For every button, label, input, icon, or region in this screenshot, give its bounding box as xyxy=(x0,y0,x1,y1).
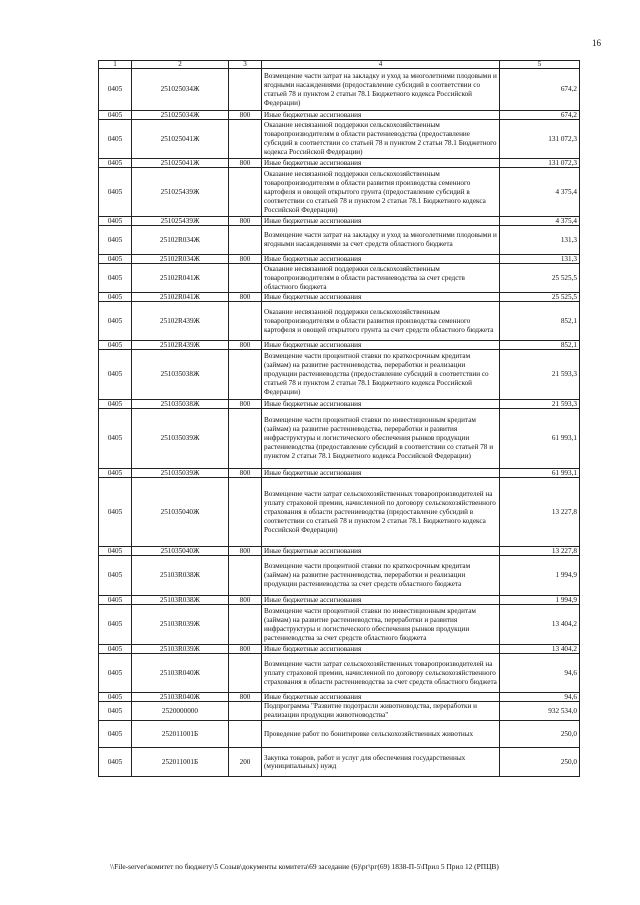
table-row xyxy=(99,264,580,293)
cell-c2: 251025041Ж xyxy=(132,120,229,159)
cell-c2: 251035038Ж xyxy=(132,350,229,400)
cell-c5: 4 375,4 xyxy=(500,217,580,226)
cell-c1: 0405 xyxy=(99,217,132,226)
table-row xyxy=(99,111,580,120)
cell-c2: 251025439Ж xyxy=(132,168,229,217)
cell-c2: 25102R034Ж xyxy=(132,255,229,264)
cell-c4: Иные бюджетные ассигнования xyxy=(262,469,500,478)
table-row xyxy=(99,255,580,264)
cell-c2: 251025034Ж xyxy=(132,111,229,120)
cell-c3 xyxy=(229,168,262,217)
table-row xyxy=(99,226,580,255)
cell-c5: 21 593,3 xyxy=(500,350,580,400)
cell-c3 xyxy=(229,350,262,400)
table-row xyxy=(99,120,580,159)
cell-c4: Проведение работ по бонитировке сельскохозяйственных животных xyxy=(262,721,500,748)
table-row xyxy=(99,217,580,226)
table-row xyxy=(99,645,580,654)
cell-c4: Возмещение части процентной ставки по инвестиционным кредитам (займам) на развитие растениеводства, переработки и развития инфраструктуры и логистического обеспечения рынков продукции растениеводства (предоставление субсидий в соответствии со статьей 78 и пунктом 2 статьи 78.1 Бюджетного кодекса Российской Федерации) xyxy=(262,409,500,469)
cell-c5: 21 593,3 xyxy=(500,400,580,409)
cell-c4: Оказание несвязанной поддержки сельскохозяйственным товаропроизводителям в области развития производства семенного картофеля и овощей открытого грунта (предоставление субсидий в соответствии со статьей 78 и пунктом 2 статьи 78.1 Бюджетного кодекса Российской Федерации) xyxy=(262,168,500,217)
table-row xyxy=(99,400,580,409)
cell-c1: 0405 xyxy=(99,293,132,302)
cell-c4: Иные бюджетные ассигнования xyxy=(262,159,500,168)
cell-c2: 25102R034Ж xyxy=(132,226,229,255)
cell-c3: 800 xyxy=(229,400,262,409)
cell-c3: 800 xyxy=(229,547,262,556)
cell-c5: 131 072,3 xyxy=(500,120,580,159)
cell-c4: Возмещение части процентной ставки по инвестиционным кредитам (займам) на развитие растениеводства, переработки и развития инфраструктуры и логистического обеспечения рынков продукции растениеводства за счет средств областного бюджета xyxy=(262,605,500,645)
cell-c4: Иные бюджетные ассигнования xyxy=(262,111,500,120)
cell-c1: 0405 xyxy=(99,168,132,217)
table-row xyxy=(99,547,580,556)
cell-c2: 25103R040Ж xyxy=(132,693,229,702)
table-row xyxy=(99,159,580,168)
cell-c1: 0405 xyxy=(99,596,132,605)
cell-c1: 0405 xyxy=(99,302,132,341)
cell-c1: 0405 xyxy=(99,409,132,469)
cell-c3 xyxy=(229,702,262,721)
cell-c3: 800 xyxy=(229,159,262,168)
cell-c2: 251025439Ж xyxy=(132,217,229,226)
cell-c5: 852,1 xyxy=(500,341,580,350)
cell-c1: 0405 xyxy=(99,721,132,748)
cell-c3 xyxy=(229,409,262,469)
cell-c5: 131 072,3 xyxy=(500,159,580,168)
cell-c2: 251025041Ж xyxy=(132,159,229,168)
table-row xyxy=(99,693,580,702)
cell-c1: 0405 xyxy=(99,264,132,293)
cell-c3: 800 xyxy=(229,293,262,302)
header-col-1: 1 xyxy=(99,61,132,69)
cell-c1: 0405 xyxy=(99,556,132,596)
table-row xyxy=(99,702,580,721)
cell-c3: 800 xyxy=(229,469,262,478)
cell-c2: 251035040Ж xyxy=(132,478,229,547)
cell-c2: 25102R439Ж xyxy=(132,302,229,341)
cell-c5: 13 227,8 xyxy=(500,547,580,556)
cell-c4: Оказание несвязанной поддержки сельскохозяйственным товаропроизводителям в области растениеводства (предоставление субсидий в соответствии со статьей 78 и пунктом 2 статьи 78.1 Бюджетного кодекса Российской Федерации) xyxy=(262,120,500,159)
cell-c4: Возмещение части затрат на закладку и уход за многолетними плодовыми и ягодными насаждениями за счет средств областного бюджета xyxy=(262,226,500,255)
cell-c2: 2520000000 xyxy=(132,702,229,721)
cell-c2: 251025034Ж xyxy=(132,69,229,111)
cell-c4: Иные бюджетные ассигнования xyxy=(262,693,500,702)
table-row xyxy=(99,168,580,217)
cell-c2: 251035039Ж xyxy=(132,409,229,469)
cell-c1: 0405 xyxy=(99,478,132,547)
cell-c4: Иные бюджетные ассигнования xyxy=(262,293,500,302)
header-col-4: 4 xyxy=(262,61,500,69)
cell-c5: 250,0 xyxy=(500,748,580,777)
cell-c3 xyxy=(229,226,262,255)
cell-c2: 251035039Ж xyxy=(132,469,229,478)
cell-c3: 200 xyxy=(229,748,262,777)
cell-c5: 61 993,1 xyxy=(500,469,580,478)
cell-c1: 0405 xyxy=(99,350,132,400)
cell-c2: 251035038Ж xyxy=(132,400,229,409)
cell-c3 xyxy=(229,654,262,693)
table-row xyxy=(99,556,580,596)
cell-c1: 0405 xyxy=(99,645,132,654)
cell-c2: 25102R439Ж xyxy=(132,341,229,350)
cell-c4: Иные бюджетные ассигнования xyxy=(262,596,500,605)
cell-c1: 0405 xyxy=(99,226,132,255)
cell-c4: Иные бюджетные ассигнования xyxy=(262,341,500,350)
table-row xyxy=(99,478,580,547)
cell-c3: 800 xyxy=(229,255,262,264)
cell-c4: Иные бюджетные ассигнования xyxy=(262,400,500,409)
table-row xyxy=(99,350,580,400)
table-row xyxy=(99,469,580,478)
cell-c1: 0405 xyxy=(99,400,132,409)
cell-c2: 252011001Б xyxy=(132,748,229,777)
cell-c4: Подпрограмма "Развитие подотрасли животноводства, переработки и реализации продукции животноводства" xyxy=(262,702,500,721)
cell-c2: 25103R038Ж xyxy=(132,596,229,605)
table-row xyxy=(99,409,580,469)
cell-c5: 674,2 xyxy=(500,69,580,111)
cell-c1: 0405 xyxy=(99,111,132,120)
cell-c4: Иные бюджетные ассигнования xyxy=(262,217,500,226)
cell-c3 xyxy=(229,69,262,111)
cell-c5: 61 993,1 xyxy=(500,409,580,469)
cell-c1: 0405 xyxy=(99,605,132,645)
cell-c1: 0405 xyxy=(99,748,132,777)
header-col-2: 2 xyxy=(132,61,229,69)
cell-c5: 25 525,5 xyxy=(500,293,580,302)
cell-c4: Возмещение части процентной ставки по краткосрочным кредитам (займам) на развитие растениеводства, переработки и реализации продукции растениеводства за счет средств областного бюджета xyxy=(262,556,500,596)
cell-c1: 0405 xyxy=(99,693,132,702)
cell-c2: 25102R041Ж xyxy=(132,293,229,302)
cell-c3: 800 xyxy=(229,645,262,654)
table-row xyxy=(99,596,580,605)
cell-c1: 0405 xyxy=(99,255,132,264)
cell-c1: 0405 xyxy=(99,159,132,168)
cell-c1: 0405 xyxy=(99,654,132,693)
cell-c3 xyxy=(229,605,262,645)
cell-c4: Возмещение части процентной ставки по краткосрочным кредитам (займам) на развитие растениеводства, переработки и реализации продукции растениеводства (предоставление субсидий в соответствии со статьей 78 и пунктом 2 статьи 78.1 Бюджетного кодекса Российской Федерации) xyxy=(262,350,500,400)
cell-c1: 0405 xyxy=(99,120,132,159)
cell-c3: 800 xyxy=(229,217,262,226)
cell-c4: Иные бюджетные ассигнования xyxy=(262,645,500,654)
cell-c2: 25103R040Ж xyxy=(132,654,229,693)
cell-c1: 0405 xyxy=(99,547,132,556)
cell-c3: 800 xyxy=(229,596,262,605)
cell-c3 xyxy=(229,556,262,596)
cell-c3 xyxy=(229,478,262,547)
cell-c5: 4 375,4 xyxy=(500,168,580,217)
cell-c1: 0405 xyxy=(99,469,132,478)
cell-c5: 131,3 xyxy=(500,255,580,264)
cell-c5: 94,6 xyxy=(500,693,580,702)
cell-c4: Иные бюджетные ассигнования xyxy=(262,255,500,264)
cell-c3: 800 xyxy=(229,693,262,702)
cell-c3: 800 xyxy=(229,341,262,350)
file-path-footer: \\File-server\комитет по бюджету\5 Созыв\документы комитета\69 заседание (6)\рг\рг(69) 1838-П-5\Прил 5 Прил 12 (РПЦВ) xyxy=(110,862,499,871)
cell-c5: 852,1 xyxy=(500,302,580,341)
cell-c1: 0405 xyxy=(99,702,132,721)
header-col-5: 5 xyxy=(500,61,580,69)
cell-c2: 25102R041Ж xyxy=(132,264,229,293)
table-row xyxy=(99,341,580,350)
cell-c5: 13 227,8 xyxy=(500,478,580,547)
cell-c2: 25103R039Ж xyxy=(132,605,229,645)
cell-c1: 0405 xyxy=(99,69,132,111)
budget-table xyxy=(98,60,580,777)
header-col-3: 3 xyxy=(229,61,262,69)
table-header-row xyxy=(99,61,580,69)
page-number: 16 xyxy=(592,38,601,48)
cell-c4: Оказание несвязанной поддержки сельскохозяйственным товаропроизводителям в области развития производства семенного картофеля и овощей открытого грунта за счет средств областного бюджета xyxy=(262,302,500,341)
table-row xyxy=(99,721,580,748)
cell-c4: Возмещение части затрат на закладку и уход за многолетними плодовыми и ягодными насаждениями (предоставление субсидий в соответствии со статьей 78 и пунктом 2 статьи 78.1 Бюджетного кодекса Российской Федерации) xyxy=(262,69,500,111)
cell-c4: Закупка товаров, работ и услуг для обеспечения государственных (муниципальных) нужд xyxy=(262,748,500,777)
cell-c5: 131,3 xyxy=(500,226,580,255)
cell-c1: 0405 xyxy=(99,341,132,350)
cell-c3 xyxy=(229,264,262,293)
cell-c4: Оказание несвязанной поддержки сельскохозяйственным товаропроизводителям в области растениеводства за счет средств областного бюджета xyxy=(262,264,500,293)
cell-c5: 1 994,9 xyxy=(500,596,580,605)
table-row xyxy=(99,654,580,693)
cell-c5: 674,2 xyxy=(500,111,580,120)
cell-c4: Возмещение части затрат сельскохозяйственных товаропроизводителей на уплату страховой премии, начисленной по договору сельскохозяйственного страхования в области растениеводства за счет средств областного бюджета xyxy=(262,654,500,693)
cell-c3 xyxy=(229,120,262,159)
table-row xyxy=(99,748,580,777)
cell-c4: Иные бюджетные ассигнования xyxy=(262,547,500,556)
cell-c3 xyxy=(229,302,262,341)
cell-c2: 251035040Ж xyxy=(132,547,229,556)
cell-c5: 13 404,2 xyxy=(500,605,580,645)
cell-c3: 800 xyxy=(229,111,262,120)
table-row xyxy=(99,293,580,302)
cell-c5: 1 994,9 xyxy=(500,556,580,596)
cell-c5: 13 404,2 xyxy=(500,645,580,654)
cell-c5: 94,6 xyxy=(500,654,580,693)
cell-c2: 25103R038Ж xyxy=(132,556,229,596)
cell-c2: 252011001Б xyxy=(132,721,229,748)
cell-c5: 932 534,0 xyxy=(500,702,580,721)
cell-c5: 25 525,5 xyxy=(500,264,580,293)
table-row xyxy=(99,302,580,341)
cell-c4: Возмещение части затрат сельскохозяйственных товаропроизводителей на уплату страховой премии, начисленной по договору сельскохозяйственного страхования в области растениеводства (предоставление субсидий в соответствии со статьей 78 и пунктом 2 статьи 78.1 Бюджетного кодекса Российской Федерации) xyxy=(262,478,500,547)
cell-c2: 25103R039Ж xyxy=(132,645,229,654)
table-row xyxy=(99,69,580,111)
table-row xyxy=(99,605,580,645)
cell-c5: 250,0 xyxy=(500,721,580,748)
cell-c3 xyxy=(229,721,262,748)
